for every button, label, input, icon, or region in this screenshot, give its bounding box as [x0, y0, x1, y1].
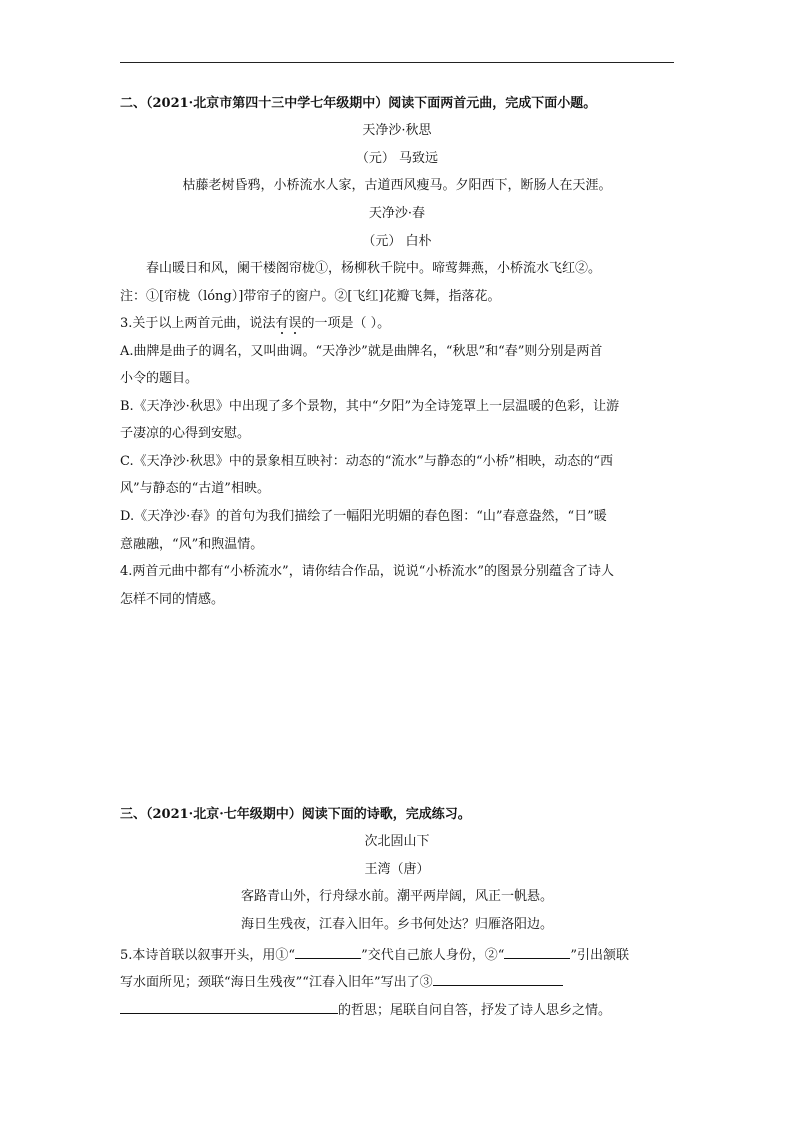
answer-blank-3b[interactable] [120, 999, 338, 1014]
option-d-line2: 意融融，“风”和煦温情。 [120, 537, 264, 552]
question-5-line1: 5.本诗首联以叙事开头，用①“ ”交代自己旅人身份，②“ ”引出颔联 [120, 944, 674, 965]
poem3-author: 王湾（唐） [364, 862, 430, 877]
section3-heading: 三、（2021·北京·七年级期中）阅读下面的诗歌，完成练习。 [120, 807, 471, 822]
poem2-title: 天净沙·春 [368, 206, 426, 221]
answer-blank-1[interactable] [295, 944, 361, 959]
option-a-line2: 小令的题目。 [120, 371, 199, 386]
question-3-stem: 3.关于以上两首元曲，说法有误的一项是（ ）。 [120, 316, 391, 331]
option-c-line2: 风”与静态的“古道”相映。 [120, 481, 270, 496]
answer-blank-2[interactable] [504, 944, 570, 959]
emphasis-char: 误 [288, 316, 302, 331]
poem3-title: 次北固山下 [364, 834, 430, 849]
section2-heading: 二、（2021·北京市第四十三中学七年级期中）阅读下面两首元曲，完成下面小题。 [120, 96, 597, 111]
question-4-line2: 怎样不同的情感。 [120, 592, 225, 607]
poem3-line2: 海日生残夜，江春入旧年。乡书何处达？归雁洛阳边。 [240, 917, 553, 932]
question-5-line3: 的哲思；尾联自问自答，抒发了诗人思乡之情。 [120, 999, 674, 1020]
annotation-note: 注：①[帘栊（lóng）]带帘子的窗户。②[飞红]花瓣飞舞，指落花。 [120, 289, 501, 304]
poem2-author: （元） 白朴 [362, 234, 432, 249]
poem3-line1: 客路青山外，行舟绿水前。潮平两岸阔，风正一帆悬。 [240, 889, 553, 904]
header-rule [120, 62, 674, 63]
answer-blank-3a[interactable] [433, 971, 563, 986]
poem1-author: （元） 马致远 [355, 151, 439, 166]
option-a-line1: A.曲牌是曲子的调名，又叫曲调。“天净沙”就是曲牌名，“秋思”和“春”则分别是两首 [120, 344, 603, 359]
option-b-line1: B.《天净沙·秋思》中出现了多个景物，其中“夕阳”为全诗笼罩上一层温暖的色彩，让游 [120, 399, 620, 414]
option-b-line2: 子凄凉的心得到安慰。 [120, 426, 251, 441]
emphasis-char: 有 [275, 316, 289, 331]
poem1-text: 枯藤老树昏鸦，小桥流水人家，古道西风瘦马。夕阳西下，断肠人在天涯。 [182, 178, 612, 193]
poem1-title: 天净沙·秋思 [362, 123, 432, 138]
poem2-text: 春山暖日和风，阑干楼阁帘栊①，杨柳秋千院中。啼莺舞燕，小桥流水飞红②。 [146, 261, 602, 276]
question-4-line1: 4.两首元曲中都有“小桥流水”，请你结合作品，说说“小桥流水”的图景分别蕴含了诗人 [120, 564, 614, 579]
question-5-line2: 写水面所见；颈联“海日生残夜”“江春入旧年”写出了③ [120, 971, 674, 992]
option-d-line1: D.《天净沙·春》的首句为我们描绘了一幅阳光明媚的春色图：“山”春意盎然，“日”暖 [120, 509, 607, 524]
option-c-line1: C.《天净沙·秋思》中的景象相互映衬：动态的“流水”与静态的“小桥”相映，动态的“西 [120, 454, 613, 469]
